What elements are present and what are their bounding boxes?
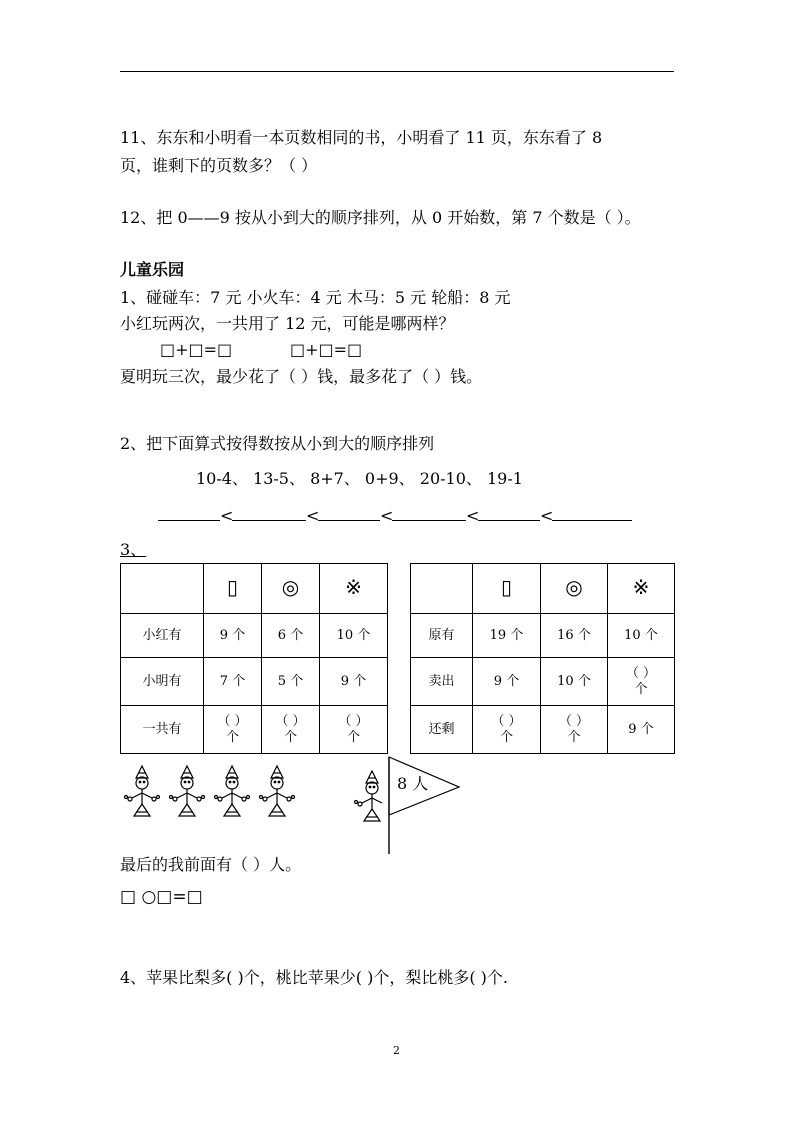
flag-figure [345, 755, 465, 855]
p3-label: 3、 [120, 540, 147, 559]
less-than-sign: < [540, 506, 554, 525]
less-than-sign: < [380, 506, 394, 525]
answer-text: （ ）个 [338, 713, 369, 745]
table-header-cell [320, 564, 388, 614]
table-header-cell [473, 564, 541, 614]
table-cell: 10 个 [541, 658, 608, 706]
table-cell: 一共有 [121, 706, 204, 754]
table-cell: 10 个 [608, 614, 675, 658]
p1-line2: 小红玩两次，一共用了 12 元，可能是哪两样？ [120, 314, 455, 333]
flag-label: 8 人 [397, 774, 429, 793]
table-cell: 9 个 [473, 658, 541, 706]
table-cell: 9 个 [608, 706, 675, 754]
answer-blank[interactable] [232, 506, 306, 521]
table-cell: 还剩 [411, 706, 473, 754]
answer-cell[interactable] [608, 658, 675, 706]
p2-answer-row [158, 506, 632, 526]
answer-text: （ ）个 [491, 713, 522, 745]
p2-line1: 2、把下面算式按得数按从小到大的顺序排列 [120, 434, 435, 453]
table-cell: 小红有 [121, 614, 204, 658]
box-symbol-icon: ▯ [500, 574, 512, 599]
reference-mark-icon: ※ [632, 574, 650, 599]
answer-cell[interactable] [541, 706, 608, 754]
p2-expressions: 10-4、 13-5、 8+7、 0+9、 20-10、 19-1 [196, 469, 523, 488]
table-cell: 7 个 [204, 658, 262, 706]
less-than-sign: < [306, 506, 320, 525]
q11-line1: 11、东东和小明看一本页数相同的书，小明看了 11 页，东东看了 8 [120, 128, 603, 147]
table-header-cell [121, 564, 204, 614]
kid-figure-icon [260, 766, 295, 816]
less-than-sign: < [466, 506, 480, 525]
p3-equation: □ ○□=□ [120, 887, 203, 907]
page-number: 2 [393, 1044, 400, 1057]
answer-text: （ ）个 [275, 713, 306, 745]
box-symbol-icon: ▯ [226, 574, 238, 599]
table-cell: 原有 [411, 614, 473, 658]
table-header-cell [608, 564, 675, 614]
reference-mark-icon: ※ [345, 574, 362, 599]
table-header-cell [541, 564, 608, 614]
answer-blank[interactable] [158, 506, 220, 521]
kid-figure-icon [215, 766, 250, 816]
answer-text: （ ）个 [558, 713, 590, 745]
table-cell: 10 个 [320, 614, 388, 658]
q11-line2: 页，谁剩下的页数多？（ ） [120, 156, 318, 175]
table-header-cell [262, 564, 320, 614]
section-title: 儿童乐园 [120, 260, 185, 279]
answer-cell[interactable] [262, 706, 320, 754]
answer-blank[interactable] [318, 506, 380, 521]
answer-blank[interactable] [392, 506, 466, 521]
p1-eq-right: □+□=□ [290, 340, 363, 359]
p4: 4、苹果比梨多( )个，桃比苹果少( )个，梨比桃多( )个. [120, 968, 508, 987]
answer-blank[interactable] [552, 506, 632, 521]
table-cell: 9 个 [204, 614, 262, 658]
table-header-cell [204, 564, 262, 614]
p1-eq-left: □+□=□ [160, 340, 233, 359]
p1-line4: 夏明玩三次，最少花了（ ）钱，最多花了（ ）钱。 [120, 367, 483, 386]
answer-blank[interactable] [478, 506, 540, 521]
q12: 12、把 0——9 按从小到大的顺序排列，从 0 开始数，第 7 个数是（ ）。 [120, 208, 641, 227]
table-cell: 19 个 [473, 614, 541, 658]
table-cell: 小明有 [121, 658, 204, 706]
table-cell: 9 个 [320, 658, 388, 706]
answer-cell[interactable] [320, 706, 388, 754]
kid-figure-icon [125, 766, 160, 816]
table-cell: 6 个 [262, 614, 320, 658]
answer-cell[interactable] [473, 706, 541, 754]
table-left [120, 563, 388, 754]
answer-cell[interactable] [204, 706, 262, 754]
table-header-cell [411, 564, 473, 614]
kid-figure-icon [355, 771, 383, 821]
double-circle-icon: ◎ [281, 574, 300, 599]
table-cell: 卖出 [411, 658, 473, 706]
table-right [410, 563, 675, 754]
kid-figure-icon [170, 766, 205, 816]
p1-line1: 1、碰碰车：7 元 小火车：4 元 木马：5 元 轮船：8 元 [120, 288, 511, 307]
kids-figures [120, 762, 310, 822]
answer-text: （ ）个 [625, 665, 657, 697]
answer-text: （ ）个 [217, 713, 248, 745]
table-cell: 16 个 [541, 614, 608, 658]
header-rule [120, 71, 674, 72]
double-circle-icon: ◎ [565, 574, 583, 599]
less-than-sign: < [220, 506, 234, 525]
p3-question: 最后的我前面有（ ）人。 [120, 855, 302, 874]
table-cell: 5 个 [262, 658, 320, 706]
